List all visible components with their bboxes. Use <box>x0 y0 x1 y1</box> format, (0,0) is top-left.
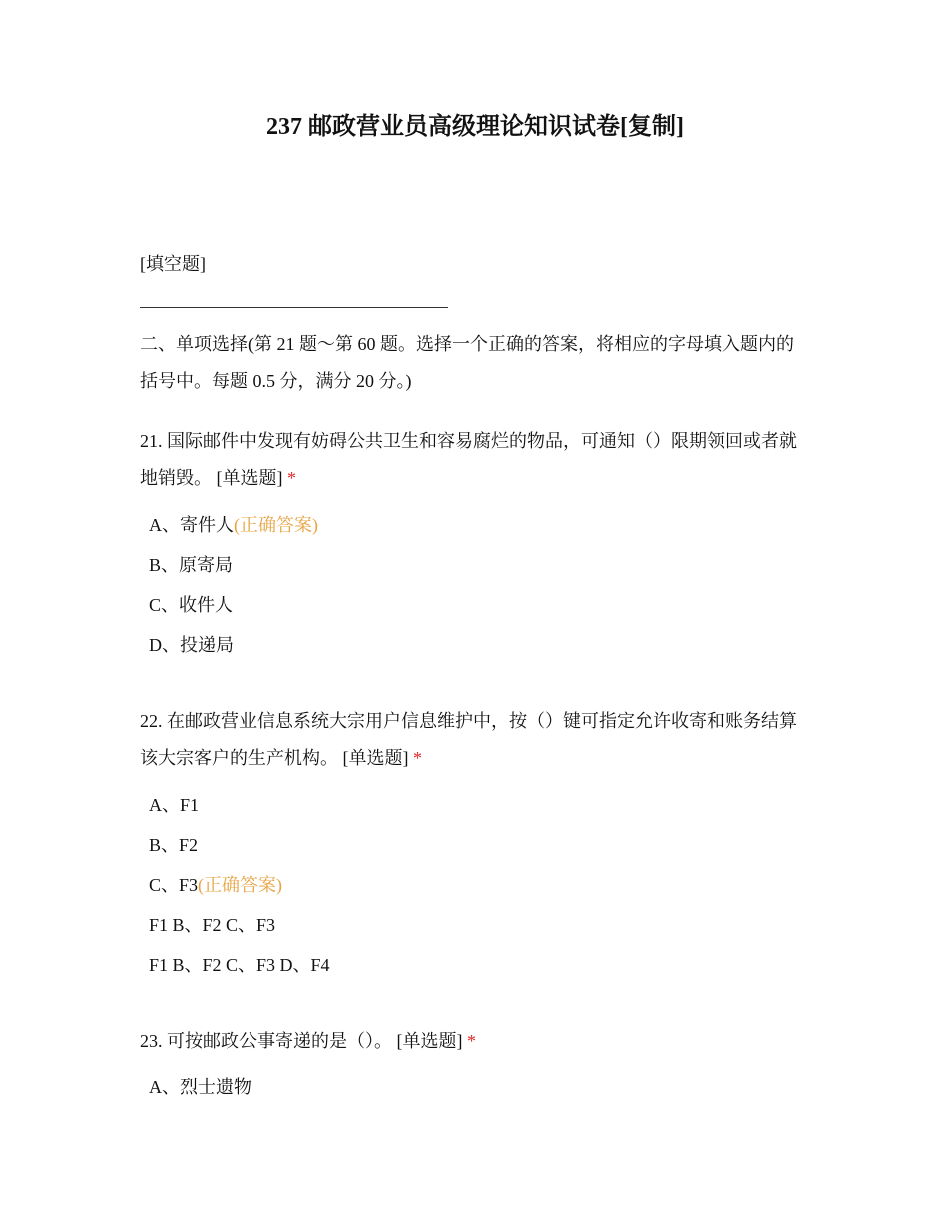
question-text <box>140 1023 810 1060</box>
option-c[interactable] <box>149 872 282 898</box>
option-c[interactable]: C、收件人 <box>149 595 234 615</box>
option-extra-1[interactable]: F1 B、F2 C、F3 <box>149 915 276 935</box>
question-text <box>140 703 810 777</box>
option-extra-2[interactable]: F1 B、F2 C、F3 D、F4 <box>149 955 330 975</box>
page-title: 237 邮政营业员高级理论知识试卷[复制] <box>266 114 684 140</box>
option-a[interactable]: A、烈士遗物 <box>149 1077 252 1097</box>
option-a[interactable]: A、F1 <box>149 795 200 815</box>
required-marker: * <box>467 1031 476 1051</box>
option-b[interactable]: B、F2 <box>149 835 199 855</box>
correct-answer-marker: (正确答案) <box>234 515 318 535</box>
question-23-text: 23. 可按邮政公事寄递的是（）。 [单选题] <box>140 1031 463 1051</box>
option-a[interactable] <box>149 512 318 538</box>
correct-answer-marker: (正确答案) <box>198 875 283 895</box>
fill-in-question-tag: [填空题] <box>140 254 206 274</box>
required-marker: * <box>413 748 422 768</box>
required-marker: * <box>287 468 296 488</box>
question-text <box>140 423 810 497</box>
option-label: A、寄件人 <box>149 515 234 535</box>
question-22-text: 22. 在邮政营业信息系统大宗用户信息维护中，按（）键可指定允许收寄和账务结算该大宗客户的生产机构。 [单选题] <box>140 711 797 768</box>
option-b[interactable]: B、原寄局 <box>149 555 234 575</box>
option-d[interactable]: D、投递局 <box>149 635 234 655</box>
question-21-text: 21. 国际邮件中发现有妨碍公共卫生和容易腐烂的物品，可通知（）限期领回或者就地销毁。 [单选题] <box>140 431 797 488</box>
section-intro: 二、单项选择(第 21 题～第 60 题。选择一个正确的答案，将相应的字母填入题内的括号中。每题 0.5 分，满分 20 分。) <box>140 334 794 391</box>
option-label: C、F3 <box>149 875 199 895</box>
answer-blank-line <box>140 307 448 308</box>
